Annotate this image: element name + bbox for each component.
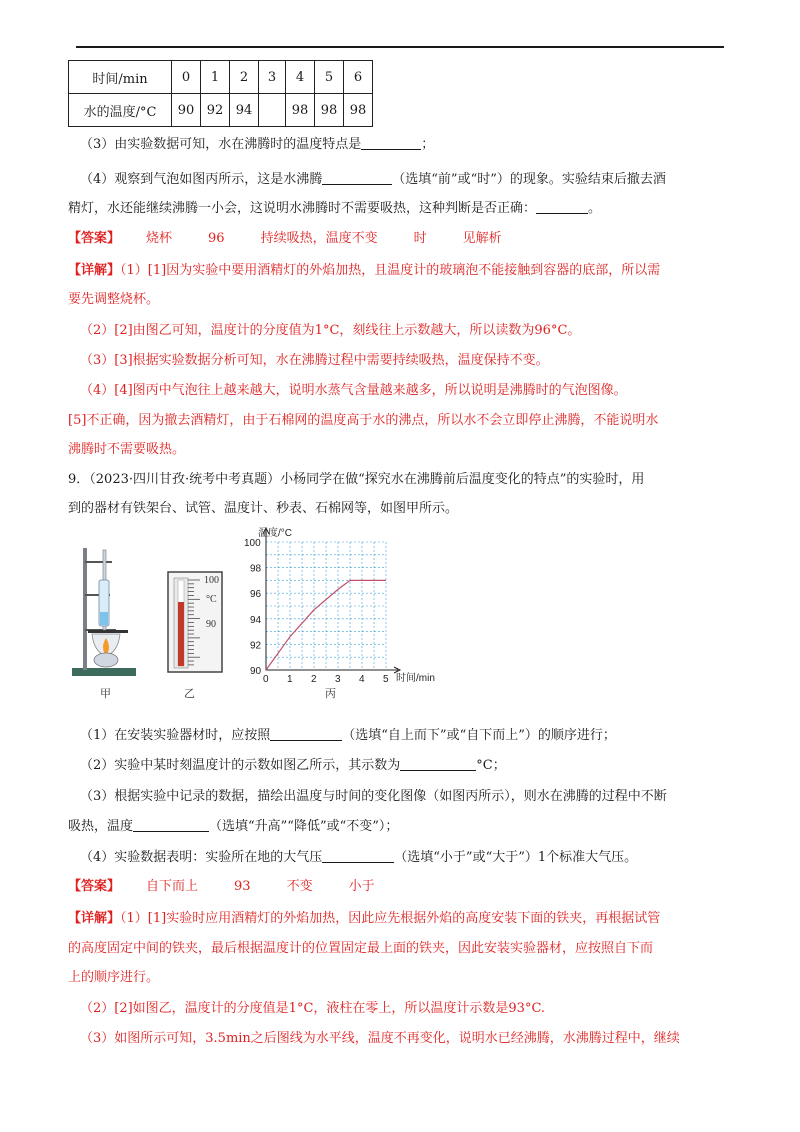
table-cell: 1 xyxy=(201,61,230,94)
answer-tag: 【答案】 xyxy=(68,879,121,894)
detail-line: 【详解】（1）[1]因为实验中要用酒精灯的外焰加热，且温度计的玻璃泡不能接触到容器的底部，所以需 xyxy=(68,263,661,278)
y-tick-label: 94 xyxy=(250,614,262,626)
table-cell: 98 xyxy=(315,94,344,127)
table-cell: 4 xyxy=(286,61,315,94)
y-axis-label: 温度/°C xyxy=(258,528,292,539)
table-cell: 2 xyxy=(230,61,259,94)
y-tick-label: 92 xyxy=(250,640,262,652)
figure-label: 甲 xyxy=(100,687,111,700)
detail-line: 【详解】（1）[1]实验时应用酒精灯的外焰加热，因此应先根据外焰的高度安装下面的铁夹，再根据试管 xyxy=(68,911,661,926)
answer-tag: 【答案】 xyxy=(68,231,121,246)
answer-value: 持续吸热，温度不变 xyxy=(260,231,378,246)
table-cell: 5 xyxy=(315,61,344,94)
table-cell: 6 xyxy=(344,61,373,94)
detail-line: （3）如图所示可知，3.5min之后图线为水平线，温度不再变化，说明水已经沸腾，水沸腾过程中，继续 xyxy=(80,1031,680,1046)
thermo-unit: °C xyxy=(206,594,217,605)
question-line: （2）实验中某时刻温度计的示数如图乙所示，其示数为 °C； xyxy=(80,758,506,773)
answer-line xyxy=(68,230,512,248)
x-tick-label: 5 xyxy=(383,674,389,685)
question-line: （1）在安装实验器材时，应按照 （选填“自上而下”或“自下而上”）的顺序进行； xyxy=(80,728,616,743)
answer-value: 自下而上 xyxy=(146,879,199,894)
figure-label: 乙 xyxy=(184,687,195,700)
x-tick-label: 0 xyxy=(263,674,269,685)
detail-line: （2）[2]由图乙可知，温度计的分度值为1°C，刻线往上示数越大，所以读数为96°C。 xyxy=(80,323,581,338)
alcohol-lamp xyxy=(94,653,118,667)
answer-blank xyxy=(270,726,342,741)
answer-blank xyxy=(400,756,476,771)
question-line: 精灯，水还能继续沸腾一小会，这说明水沸腾时不需要吸热，这种判断是否正确： 。 xyxy=(68,201,602,216)
answer-blank xyxy=(536,199,588,214)
y-tick-label: 98 xyxy=(250,563,262,575)
answer-value: 93 xyxy=(234,879,251,894)
table-cell: 98 xyxy=(344,94,373,127)
x-axis-label: 时间/min xyxy=(396,673,435,684)
detail-line: 沸腾时不需要吸热。 xyxy=(68,442,186,457)
detail-line: （2）[2]如图乙，温度计的分度值是1°C，液柱在零上，所以温度计示数是93°C. xyxy=(80,1001,546,1016)
question-line: （3）由实验数据可知，水在沸腾时的温度特点是 ； xyxy=(80,137,435,152)
detail-line: 上的顺序进行。 xyxy=(68,970,160,985)
y-tick-label: 100 xyxy=(244,538,261,549)
detail-line: [5]不正确，因为撤去酒精灯，由于石棉网的温度高于水的沸点，所以水不会立即停止沸腾，不能说明水 xyxy=(68,413,659,428)
stand-base xyxy=(72,668,136,676)
thermo-label-90: 90 xyxy=(206,619,216,630)
answer-blank xyxy=(322,170,392,185)
detail-line: （4）[4]图丙中气泡往上越来越大，说明水蒸气含量越来越多，所以说明是沸腾时的气泡图像。 xyxy=(80,383,627,398)
chart-axes xyxy=(263,528,400,673)
table-cell: 水的温度/°C xyxy=(69,94,172,127)
table-cell: 0 xyxy=(172,61,201,94)
x-tick-label: 1 xyxy=(287,674,293,685)
answer-blank xyxy=(322,848,394,863)
question-line: （4）实验数据表明：实验所在地的大气压 （选填“小于”或“大于”）1个标准大气压。 xyxy=(80,850,638,865)
question-intro: 9．（2023·四川甘孜·统考中考真题）小杨同学在做“探究水在沸腾前后温度变化的特点”的实验时，用 xyxy=(68,472,645,487)
answer-value: 96 xyxy=(208,231,225,246)
answer-value: 小于 xyxy=(348,879,375,894)
chart-grid xyxy=(266,542,386,670)
answer-value: 不变 xyxy=(286,879,313,894)
answer-blank xyxy=(133,817,209,832)
question-intro: 到的器材有铁架台、试管、温度计、秒表、石棉网等，如图甲所示。 xyxy=(68,501,459,516)
table-row xyxy=(69,61,373,94)
x-tick-label: 3 xyxy=(335,674,341,685)
table-cell xyxy=(259,94,286,127)
detail-line: 的高度固定中间的铁夹，最后根据温度计的位置固定最上面的铁夹，因此安装实验器材，应按照自下而 xyxy=(68,941,654,956)
answer-value: 烧杯 xyxy=(146,231,173,246)
series-line xyxy=(266,580,386,670)
detail-line: 要先调整烧杯。 xyxy=(68,292,160,307)
y-tick-label: 90 xyxy=(250,666,262,677)
answer-value: 见解析 xyxy=(462,231,502,246)
table-row xyxy=(69,94,373,127)
question-line: 吸热，温度 （选填“升高”“降低”或“不变”）； xyxy=(68,819,399,834)
table-cell: 90 xyxy=(172,94,201,127)
data-table xyxy=(68,60,373,127)
answer-blank xyxy=(361,135,421,150)
table-cell: 94 xyxy=(230,94,259,127)
question-line: （4）观察到气泡如图丙所示，这是水沸腾 （选填“前”或“时”）的现象。实验结束后撤去酒 xyxy=(80,172,666,187)
y-tick-label: 96 xyxy=(250,589,262,601)
x-tick-label: 2 xyxy=(311,674,317,685)
thermo-label-100: 100 xyxy=(204,575,219,586)
temperature-chart xyxy=(236,524,446,694)
mercury-column xyxy=(178,602,184,666)
stand-rod xyxy=(83,548,87,670)
table-cell: 92 xyxy=(201,94,230,127)
axis-lines xyxy=(266,530,398,670)
detail-tag: 【详解】 xyxy=(68,263,121,278)
question-line: （3）根据实验中记录的数据，描绘出温度与时间的变化图像（如图丙所示），则水在沸腾的过程中不断 xyxy=(80,789,667,804)
x-tick-label: 4 xyxy=(359,674,365,685)
table-cell: 时间/min xyxy=(69,61,172,94)
answer-value: 时 xyxy=(413,231,427,246)
table-cell: 98 xyxy=(286,94,315,127)
detail-line: （3）[3]根据实验数据分析可知，水在沸腾过程中需要持续吸热，温度保持不变。 xyxy=(80,353,549,368)
answer-line xyxy=(68,878,385,896)
table-cell: 3 xyxy=(259,61,286,94)
apparatus-figure xyxy=(66,540,146,680)
detail-tag: 【详解】 xyxy=(68,911,121,926)
thermometer-figure xyxy=(166,570,226,676)
figure-label: 丙 xyxy=(325,687,336,700)
header-rule xyxy=(76,46,724,48)
